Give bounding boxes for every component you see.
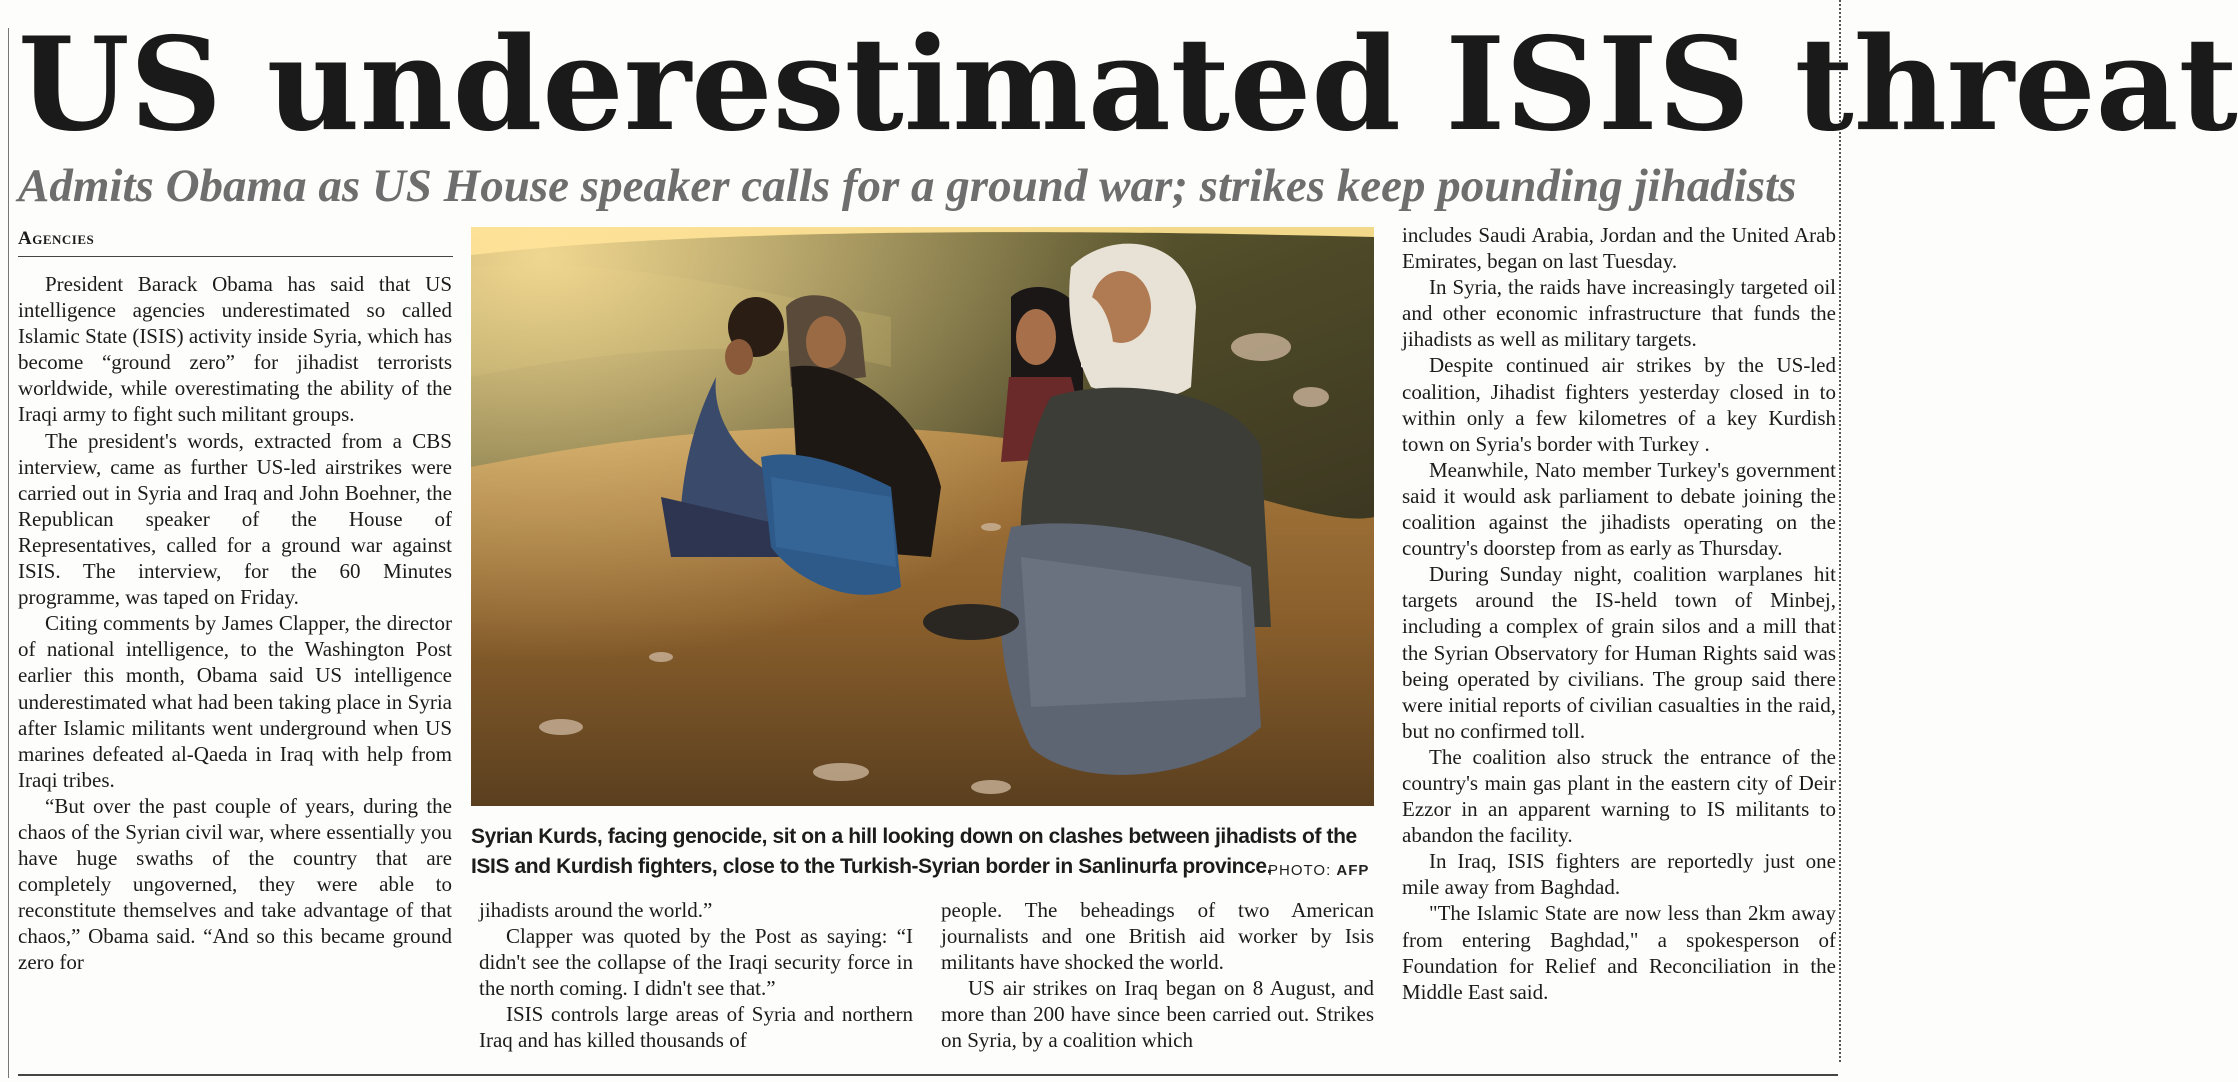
photo-credit-source: AFP	[1336, 862, 1370, 879]
article-column-3	[941, 897, 1374, 1054]
subheadline: Admits Obama as US House speaker calls for a ground war; strikes keep pounding jihadists	[18, 160, 1797, 212]
paragraph: includes Saudi Arabia, Jordan and the United Arab Emirates, began on last Tuesday.	[1402, 223, 1836, 274]
article-column-4	[1402, 222, 1836, 1005]
paragraph: The president's words, extracted from a CBS interview, came as further US-led airstrikes were carried out in Syria and Iraq and John Boehner, the Republican speaker of the House of Representatives, called for a ground war against ISIS. The interview, for the 60 Minutes programme, was taped on Friday.	[18, 428, 452, 610]
paragraph: In Syria, the raids have increasingly targeted oil and other economic infrastructure that funds the jihadists as well as military targets.	[1402, 275, 1836, 352]
paragraph: The coalition also struck the entrance of the country's main gas plant in the eastern city of Deir Ezzor in an apparent warning to IS militants to abandon the facility.	[1402, 744, 1836, 848]
paragraph: Despite continued air strikes by the US-led coalition, Jihadist fighters yesterday closed in to within only a few kilometres of a key Kurdish town on Syria's border with Turkey .	[1402, 353, 1836, 456]
paragraph: "The Islamic State are now less than 2km away from entering Baghdad," a spokesperson of Foundation for Relief and Reconciliation in the Middle East said.	[1402, 901, 1836, 1004]
paragraph: ISIS controls large areas of Syria and northern Iraq and has killed thousands of	[479, 1002, 913, 1053]
paragraph: President Barack Obama has said that US intelligence agencies underestimated so called Islamic State (ISIS) activity inside Syria, which has become “ground zero” for jihadist terrorists worldwide, while overestimating the ability of the Iraqi army to fight such militant groups.	[18, 272, 452, 427]
photo-credit	[1268, 862, 1369, 879]
photo-credit-label: PHOTO:	[1268, 862, 1332, 879]
paragraph: Citing comments by James Clapper, the director of national intelligence, to the Washington Post earlier this month, Obama said US intelligence underestimated what had been taking place in Syria after Islamic militants went underground when US marines defeated al-Qaeda in Iraq with help from Iraqi tribes.	[18, 611, 452, 792]
paragraph: jihadists around the world.”	[479, 898, 713, 922]
paragraph: US air strikes on Iraq began on 8 August, and more than 200 have since been carried out. Strikes on Syria, by a coalition which	[941, 976, 1374, 1053]
paragraph: During Sunday night, coalition warplanes hit targets around the IS-held town of Minbej, including a complex of grain silos and a mill that the Syrian Observatory for Human Rights said was being operated by civilians. The group said there were initial reports of civilian casualties in the raid, but no confirmed toll.	[1402, 562, 1836, 743]
photo-caption: Syrian Kurds, facing genocide, sit on a hill looking down on clashes between jihadists of the ISIS and Kurdish fighters, close to the Turkish-Syrian border in Sanlinurfa province.	[471, 825, 1357, 878]
news-photo	[471, 227, 1374, 806]
byline: Agencies	[18, 228, 453, 257]
paragraph: In Iraq, ISIS fighters are reportedly just one mile away from Baghdad.	[1402, 849, 1836, 900]
paragraph: “But over the past couple of years, during the chaos of the Syrian civil war, where essentially you have huge swaths of the country that are completely ungoverned, they were able to reconstitute themselves and take advantage of that chaos,” Obama said. “And so this became ground zero for	[18, 793, 452, 975]
paragraph: people. The beheadings of two American journalists and one British aid worker by Isis militants have shocked the world.	[941, 898, 1374, 975]
headline: US underestimated ISIS threat	[18, 10, 2238, 160]
article-column-2	[479, 897, 913, 1054]
article-column-1	[18, 271, 452, 976]
paragraph: Meanwhile, Nato member Turkey's government said it would ask parliament to debate joining the coalition against the jihadists operating on the country's doorstep from as early as Thursday.	[1402, 457, 1836, 561]
bottom-rule	[18, 1074, 1838, 1076]
left-column-rule	[8, 28, 9, 1078]
paragraph: Clapper was quoted by the Post as saying: “I didn't see the collapse of the Iraqi security force in the north coming. I didn't see that.”	[479, 924, 913, 1001]
